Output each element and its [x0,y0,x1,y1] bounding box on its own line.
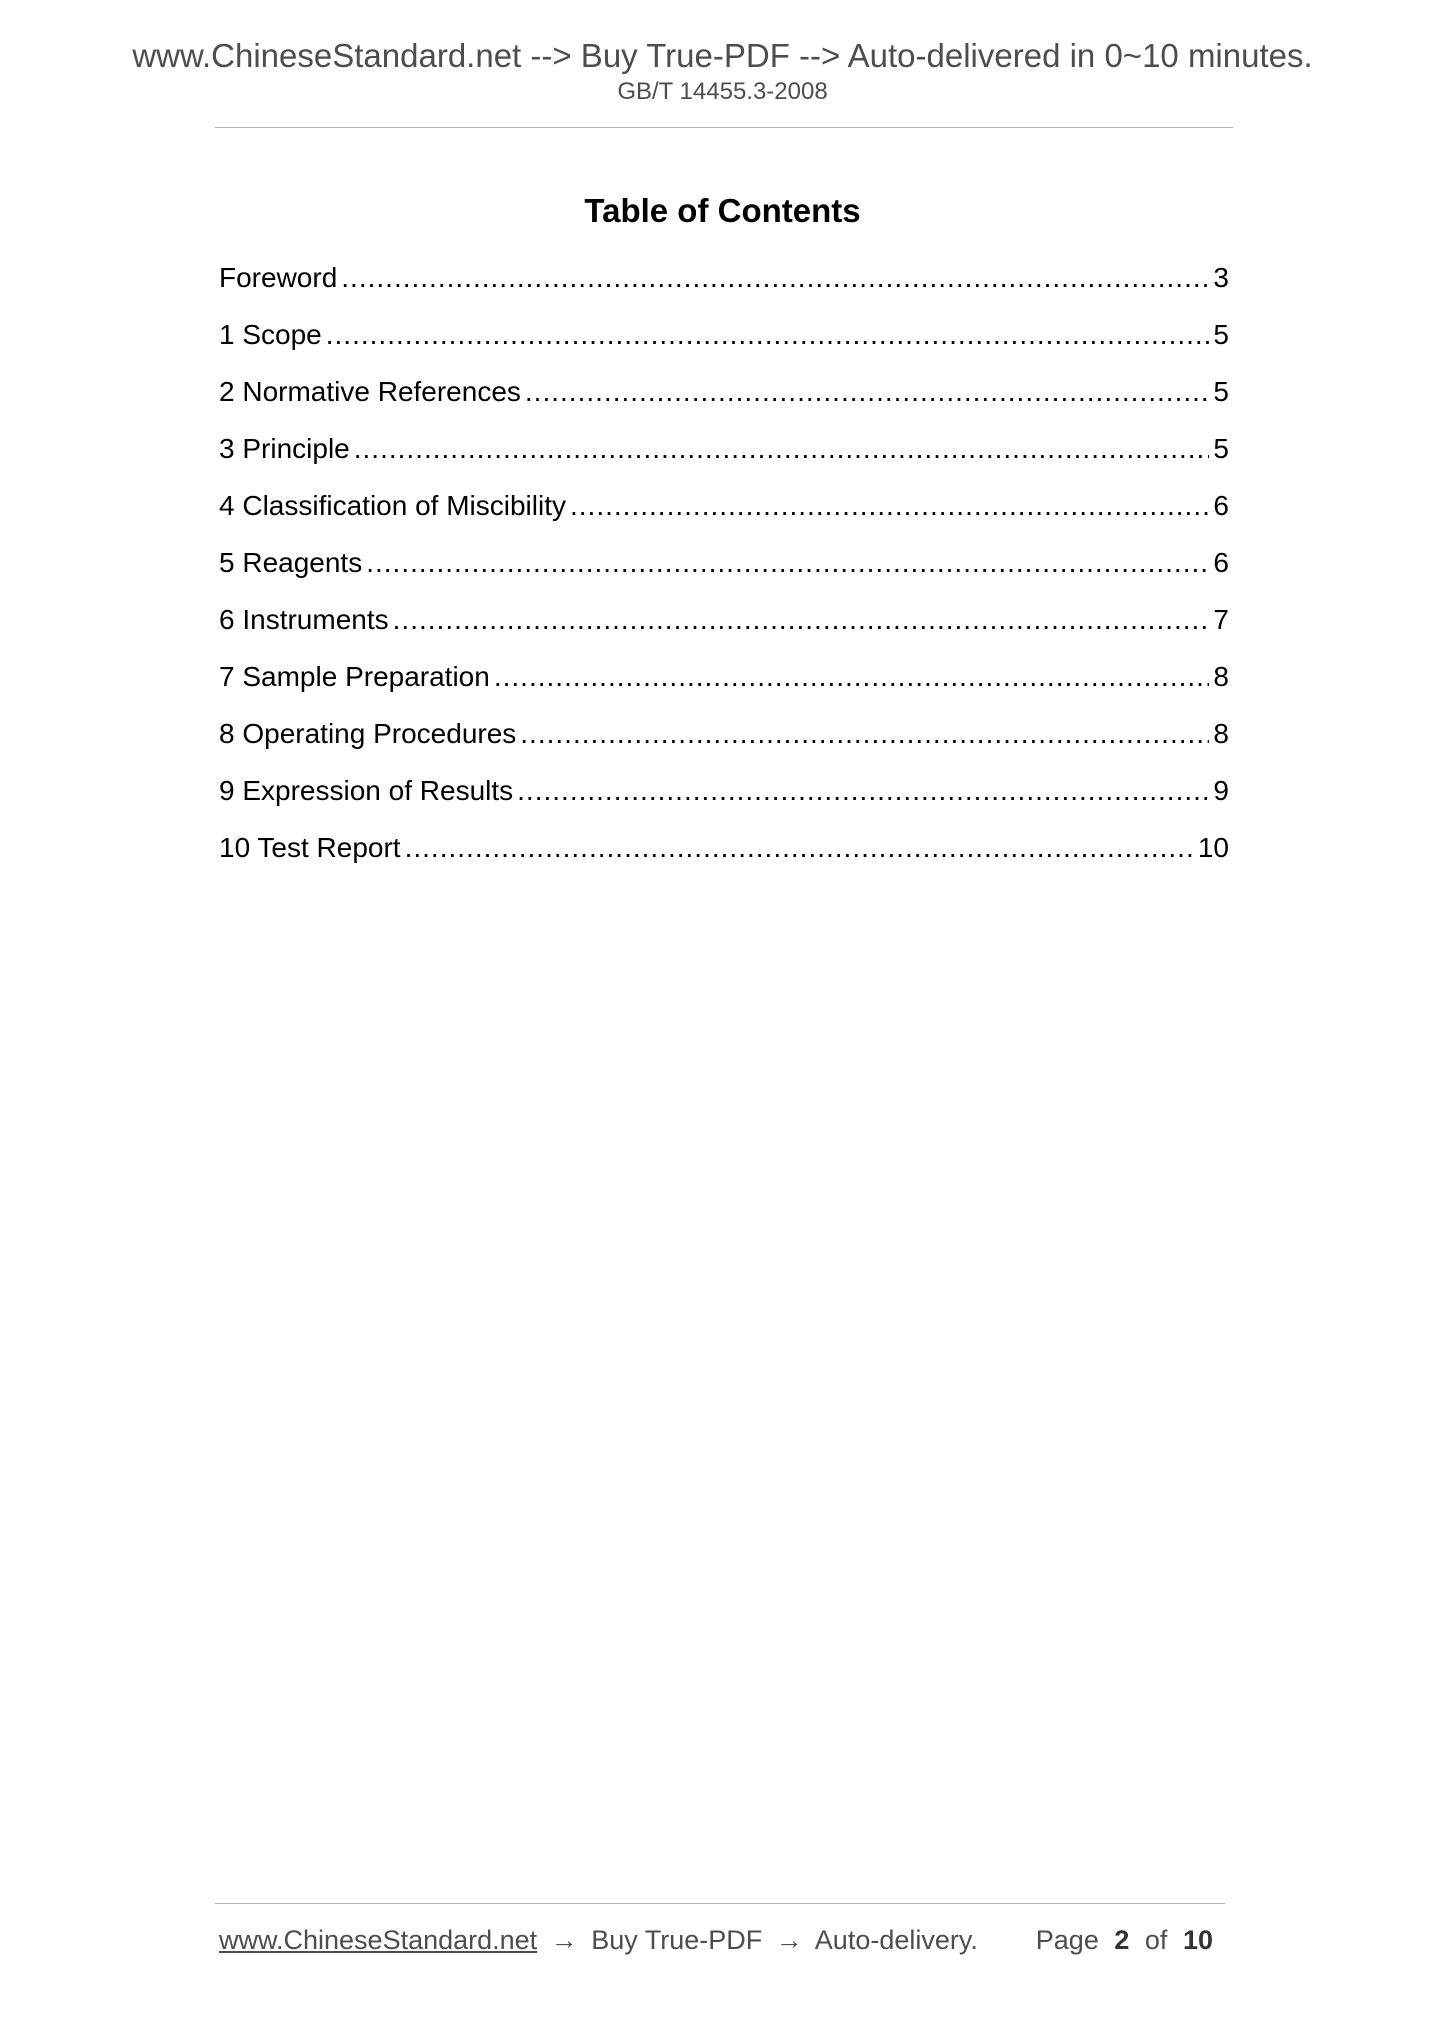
dot-leader [494,657,1210,697]
toc-entry-page: 5 [1213,376,1229,407]
header-banner: www.ChineseStandard.net --> Buy True-PDF --> Auto-delivered in 0~10 minutes. [132,37,1313,74]
footer-divider [215,1903,1225,1904]
dot-leader [517,771,1209,811]
standard-code: GB/T 14455.3-2008 [617,78,828,105]
dot-leader [354,429,1210,469]
toc-entry-page: 8 [1213,661,1229,692]
dot-leader [326,315,1210,355]
toc-entry-label: 9 Expression of Results [219,775,514,806]
toc-entry-label: 3 Principle [219,433,350,464]
current-page-number: 2 [1114,1925,1130,1955]
toc-entry-label: 2 Normative References [219,376,521,407]
dot-leader [520,714,1209,754]
toc-entry-page: 5 [1213,319,1229,350]
toc-entry-label: 6 Instruments [219,604,389,635]
toc-entry-label: 8 Operating Procedures [219,718,517,749]
toc-entry-page: 8 [1213,718,1229,749]
toc-entry-page: 5 [1213,433,1229,464]
toc-entry-label: 7 Sample Preparation [219,661,490,692]
total-pages-number: 10 [1182,1925,1213,1955]
dot-leader [570,486,1209,526]
toc-entry-expression-of-results[interactable] [219,771,1229,828]
dot-leader [405,828,1194,868]
buy-text: Buy True-PDF [591,1925,763,1955]
dot-leader [393,600,1210,640]
toc-entry-label: Foreword [219,262,338,293]
arrow-right-icon: → [775,1925,803,1955]
toc-entry-label: 10 Test Report [219,832,401,863]
header-divider [215,127,1233,128]
toc-entry-scope[interactable] [219,315,1229,372]
toc-entry-operating-procedures[interactable] [219,714,1229,771]
toc-entry-label: 1 Scope [219,319,322,350]
table-of-contents [219,258,1229,885]
of-word: of [1144,1925,1168,1955]
toc-entry-label: 4 Classification of Miscibility [219,490,566,521]
toc-entry-sample-preparation[interactable] [219,657,1229,714]
footer-promo [219,1922,978,1958]
toc-title: Table of Contents [584,192,861,229]
dot-leader [341,258,1209,298]
arrow-right-icon: → [550,1925,578,1955]
toc-entry-reagents[interactable] [219,543,1229,600]
toc-entry-foreword[interactable] [219,258,1229,315]
toc-entry-page: 6 [1213,547,1229,578]
toc-entry-page: 9 [1213,775,1229,806]
toc-entry-page: 7 [1213,604,1229,635]
site-link[interactable]: www.ChineseStandard.net [219,1925,538,1955]
toc-entry-page: 10 [1197,832,1229,863]
dot-leader [525,372,1210,412]
page-word: Page [1035,1925,1099,1955]
dot-leader [366,543,1209,583]
page-number-indicator [1036,1922,1221,1958]
toc-entry-page: 6 [1213,490,1229,521]
toc-entry-principle[interactable] [219,429,1229,486]
toc-entry-label: 5 Reagents [219,547,363,578]
delivery-text: Auto-delivery. [814,1925,978,1955]
toc-entry-test-report[interactable] [219,828,1229,885]
page-footer [219,1922,1225,1958]
toc-entry-instruments[interactable] [219,600,1229,657]
toc-entry-classification-of-miscibility[interactable] [219,486,1229,543]
toc-entry-page: 3 [1213,262,1229,293]
toc-entry-normative-references[interactable] [219,372,1229,429]
